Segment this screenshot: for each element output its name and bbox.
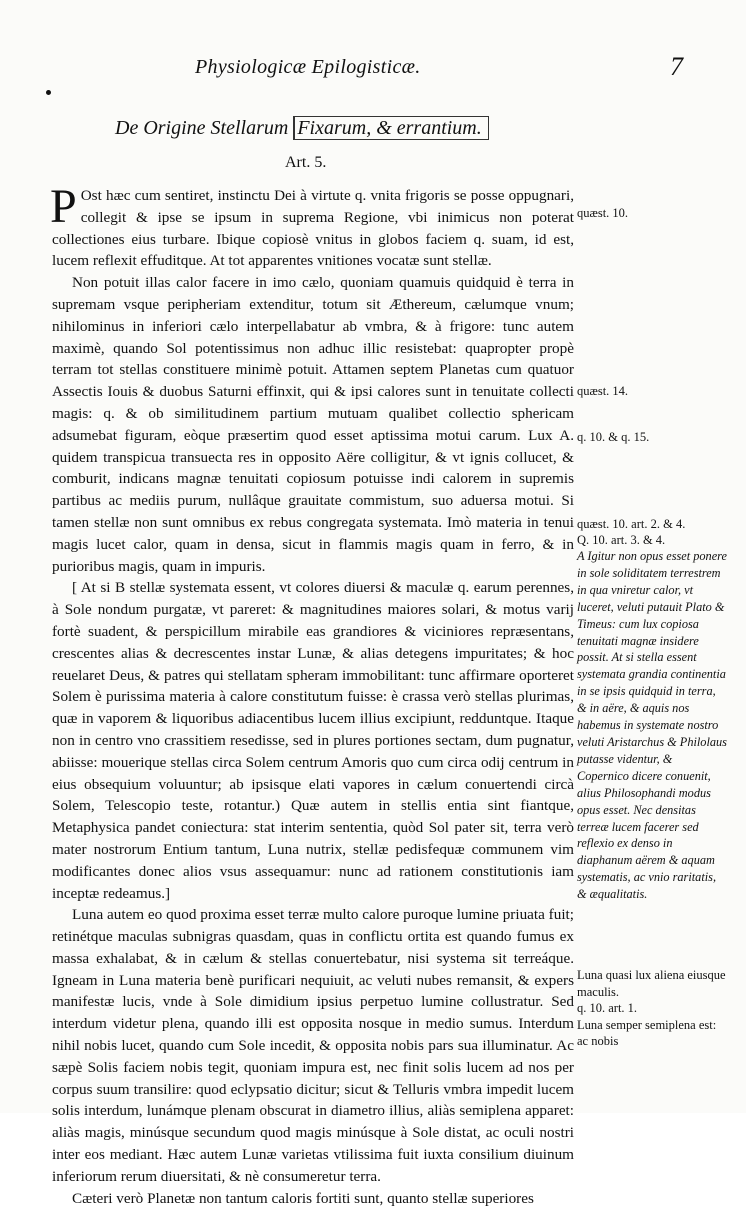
margin-note: quæst. 10. art. 2. & 4.	[577, 517, 686, 531]
section-title	[115, 117, 489, 140]
main-text	[50, 180, 574, 1209]
margin-note: Luna quasi lux aliena eiusque maculis.	[577, 968, 726, 999]
margin-note: q. 10. art. 1.	[577, 1001, 638, 1015]
paragraph-2: Non potuit illas calor facere in imo cælo, quoniam quamuis quidquid è terra in supremam vsque peripheriam extenditur, totum sit Æthereum, cælumque vnum; nihilominus in inferiori cælo interpellabatur ab vmbra, & à frigore: tunc autem maximè, quando Sol potentissimus non adhuc illic resistebat: quapropter propè terram tot stellas constituere minimè potuit. Attamen septem Planetas cum quatuor Assectis Iouis & duobus Saturni effinxit, qui & ipsi calores sunt in tenuitate collecti magis: q. & ob similitudinem partium mutuam qualibet collectio sphericam adsumebat figuram, eòque præsertim quod esset aptissima motui carum. Lux A. quidem transpicua transuecta res in opposito Aëre colligitur, & vt ignis collucet, & comburit, indicans magnæ tenuitati copiosum potuisse indi calorem in supremis partibus ac mediis purum, nullâque grauitate commistum, suo aduersa motui. Si tamen stellæ non sunt omnibus ex rebus congregata systemata. Imò materia in tenui magis lucet calor, quam in densa, sicut in flammis magis quam in ferro, & in purioribus magis, quam in impuris.	[52, 274, 574, 575]
section-title-main: De Origine Stellarum	[115, 117, 289, 139]
paragraph-text: Ost hæc cum sentiret, instinctu Dei à virtute q. vnita frigoris se posse oppugnari, collegit & ipse se ipsum in suprema Regione, vbi inimicus non poterat collectiones eius turbare. Ibique copiosè vnitus in globos faciem q. suam, id est, lucem reflexit effuditque. At tot apparentes vnitiones vocatæ sunt stellæ.	[52, 187, 574, 270]
paragraph-4: Luna autem eo quod proxima esset terræ multo calore puroque lumine priuata fuit; retinétque maculas subnigras quasdam, quas in conflictu ortita est quando fumus ex massa exhalabat, & in cælum & stellas conuertebatur, nisi systema sit terreáque. Igneam in Luna materia benè purificari nequiuit, ac veluti nubes remansit, & expers manifestæ lucis, vnde à Sole dimidium ipsius perpetuo lumine collustratur. Sed interdum videtur plena, quando illi est opposita nosque in medio sumus. Interdum nihil nobis lucet, quando cum Sole incedit, & opposita nobis pars sua illuminatur. Ac sæpè Solis faciem nobis tegit, quoniam impura est, nec finit solis lucem ad nos per corpus suum transilire: quod eclypsatio dicitur; sicut & Telluris vmbra impedit lucem solis interdum, lunámque plenam obscurat in diametro illius, aliàs semiplena apparet: aliàs magis, minúsque secundum quod magis minúsque à Sole distat, ac oculi nostri inter eos mediant. Hæc autem Lunæ varietas vtilissima fuit iuxta consilium diuinum inferiorum rerum diuersitati, & nè consumeretur terra.	[52, 906, 574, 1185]
margin-note: Luna semper semiplena est: ac nobis	[577, 1017, 717, 1048]
section-title-bracketed: Fixarum, & errantium.	[293, 116, 488, 140]
margin-note: quæst. 14.	[577, 384, 629, 398]
drop-cap: P	[50, 180, 77, 233]
paragraph-1	[50, 180, 574, 272]
margin-note: quæst. 10.	[577, 206, 629, 220]
paragraph-3: [ At si B stellæ systemata essent, vt colores diuersi & maculæ q. earum perennes, à Sole nondum purgatæ, vt pareret: & magnitudines maiores solari, & motus varij fortè suadent, & perspicillum mirabile eas grandiores & viciniores repræsentans, crescentes alias & decrescentes instar Lunæ, & alias detegens impuritates; & hoc reuelaret Deus, & patres qui stellatam spheram immobilitant: tunc affirmare oporteret Solem è purissima materia à calore constitutum fuisse: è crassa verò stellas plurimas, quæ in vaporem & liquoribus adiacentibus lucem illius excipiunt, redduntque. Itaque non in centro vno crassitiem resedisse, sed in plures portiones sectam, dum pugnatur, abiisse: mouerique stellas circa Solem centrum Amoris quo cum circa odij centrum in eius obsequium voluuntur; ab ipsisque elati vapores in cælum conuertendi circà Solem, Telescopio teste, rotantur.) Quæ autem in stellis entia sint fiantque, Metaphysica pandet coniectura: stat interim sententia, quòd Sol pater sit, terra verò mater nostrorum Entium tantum, Luna nutrix, stellæ pedisfequæ communem vim modificantes donec alios vsus assequamur: nunc ad rationem constitutionis iam inceptæ redeamus.]	[52, 579, 574, 902]
running-title: Physiologicæ Epilogisticæ.	[195, 56, 421, 78]
margin-note-italic: A Igitur non opus esset ponere in sole soliditatem terrestrem in qua vniretur calor, vt luceret, veluti putauit Plato & Timeus: cum lux copiosa tenuitati magnæ insidere possit. At si stella essent systemata grandia continentia in se ipsis quidquid in terra, & in aëre, & aquis nos habemus in systemate nostro veluti Aristarchus & Philolaus putasse videntur, & Copernico dicere conuenit, alius Philosophandi modus opus esset. Nec densitas terreæ lucem facerer sed reflexio ex denso in diaphanum aërem & aquam systematis, ac vnio raritatis, & æqualitatis.	[577, 549, 727, 902]
page-header	[0, 52, 746, 90]
margin-notes-luna	[577, 967, 727, 1050]
page-number: 7	[670, 52, 683, 81]
paragraph-5: Cæteri verò Planetæ non tantum caloris fortiti sunt, quanto stellæ superiores	[72, 1189, 534, 1207]
margin-note: Q. 10. art. 3. & 4.	[577, 533, 666, 547]
ink-dot	[46, 90, 51, 95]
margin-note: q. 10. & q. 15.	[577, 430, 650, 444]
article-number: Art. 5.	[285, 154, 327, 171]
